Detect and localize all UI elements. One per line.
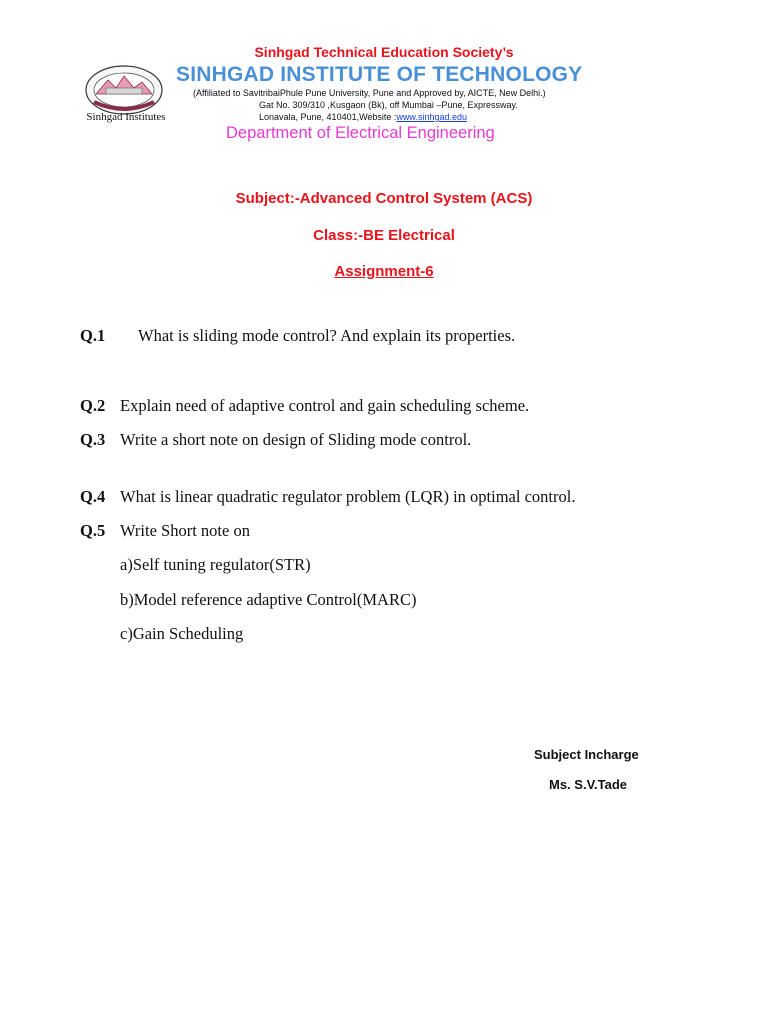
question-2: [80, 396, 529, 416]
website-link[interactable]: www.sinhgad.edu: [396, 112, 467, 122]
institute-name: SINHGAD INSTITUTE OF TECHNOLOGY: [176, 63, 583, 86]
signature-name: Ms. S.V.Tade: [549, 777, 628, 792]
question-text: What is sliding mode control? And explain its properties.: [138, 326, 516, 345]
question-text: Write a short note on design of Sliding mode control.: [120, 430, 472, 449]
question-1: [80, 326, 515, 346]
question-number: Q.1: [80, 326, 106, 345]
signature-role: Subject Incharge: [534, 747, 639, 762]
address-city: Lonavala, Pune, 410401,Website :: [259, 112, 397, 122]
question-number: Q.4: [80, 487, 106, 506]
question-number: Q.2: [80, 396, 106, 415]
question-text: Write Short note on: [120, 521, 250, 540]
subitem-c: c)Gain Scheduling: [120, 624, 244, 643]
address-website-line: [259, 112, 467, 122]
affiliation-text: (Affiliated to SavitribaiPhule Pune University, Pune and Approved by, AICTE, New Delhi.): [193, 88, 546, 98]
question-number: Q.5: [80, 521, 106, 540]
question-4: [80, 487, 575, 507]
question-5: [80, 521, 250, 541]
society-name: Sinhgad Technical Education Society’s: [254, 44, 514, 60]
address-line: Gat No. 309/310 ,Kusgaon (Bk), off Mumbai –Pune, Expressway.: [259, 100, 518, 110]
question-3: [80, 430, 471, 450]
class-title: Class:-BE Electrical: [313, 227, 455, 244]
department-title: Department of Electrical Engineering: [226, 124, 495, 142]
question-number: Q.3: [80, 430, 106, 449]
subitem-a: a)Self tuning regulator(STR): [120, 555, 311, 574]
question-text: Explain need of adaptive control and gain scheduling scheme.: [120, 396, 530, 415]
subitem-b: b)Model reference adaptive Control(MARC): [120, 590, 417, 609]
logo-caption: Sinhgad Institutes: [86, 111, 166, 123]
subject-title: Subject:-Advanced Control System (ACS): [235, 190, 533, 207]
assignment-title: Assignment-6: [334, 263, 434, 280]
question-text: What is linear quadratic regulator problem (LQR) in optimal control.: [120, 487, 576, 506]
